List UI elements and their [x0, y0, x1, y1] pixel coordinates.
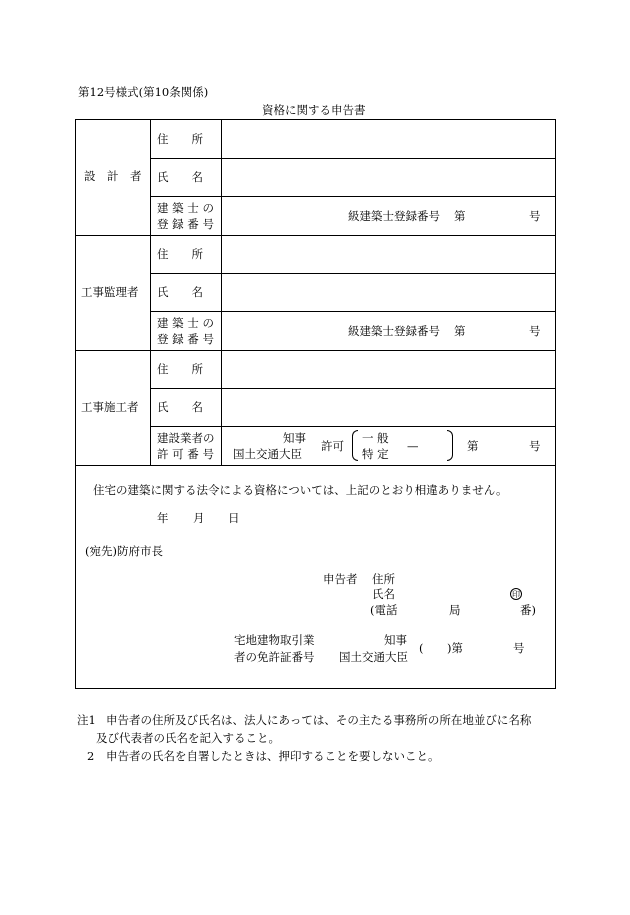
- phone-ban: 番): [520, 603, 536, 617]
- supervisor-reg-field[interactable]: [222, 312, 555, 349]
- realtor-minister: 国土交通大臣: [339, 650, 408, 664]
- contractor-permit-label-2: 許 可 番 号: [157, 447, 214, 461]
- contractor-label: 工事施工者: [81, 400, 139, 414]
- applicant-address-label: 住所: [372, 572, 395, 586]
- designer-reg-label-1: 建 築 士 の: [157, 201, 214, 215]
- note2-head: 2: [87, 749, 95, 763]
- contractor-tokutei: 特 定: [362, 447, 389, 461]
- designer-name-label: 氏 名: [157, 170, 203, 184]
- contractor-go: 号: [529, 439, 541, 453]
- note1-head: 注1: [77, 713, 96, 727]
- date-day: 日: [228, 511, 240, 525]
- contractor-permit-label-1: 建設業者の: [157, 431, 215, 445]
- applicant-name-label: 氏名: [372, 587, 395, 601]
- contractor-name-label: 氏 名: [157, 400, 203, 414]
- date-year: 年: [157, 511, 169, 525]
- supervisor-reg-dai: 第: [454, 324, 466, 338]
- separator-contractor: [75, 465, 556, 466]
- designer-name-field[interactable]: [222, 159, 555, 195]
- phone-open: (電話: [370, 603, 398, 617]
- phone-kyoku: 局: [449, 603, 461, 617]
- note1-line1: 申告者の住所及び氏名は、法人にあっては、その主たる事務所の所在地並びに名称: [106, 713, 532, 727]
- supervisor-reg-text: 級建築士登録番号: [348, 324, 440, 338]
- designer-reg-text: 級建築士登録番号: [348, 209, 440, 223]
- designer-label: 設 計 者: [84, 169, 142, 183]
- contractor-address-field[interactable]: [222, 351, 555, 387]
- contractor-dai: 第: [467, 439, 479, 453]
- designer-reg-field[interactable]: [222, 197, 555, 234]
- realtor-label-1: 宅地建物取引業: [234, 633, 315, 647]
- column-line: [150, 119, 151, 465]
- left-bracket: [352, 430, 358, 461]
- row-line: [150, 426, 556, 427]
- date-month: 月: [193, 511, 205, 525]
- realtor-paren-dai: )第: [447, 641, 463, 655]
- realtor-label-2: 者の免許証番号: [234, 650, 315, 664]
- designer-address-label: 住 所: [157, 132, 203, 146]
- designer-address-field[interactable]: [222, 120, 555, 157]
- supervisor-reg-go: 号: [529, 324, 541, 338]
- supervisor-reg-label-1: 建 築 士 の: [157, 316, 214, 330]
- supervisor-address-label: 住 所: [157, 247, 203, 261]
- designer-reg-dai: 第: [454, 209, 466, 223]
- contractor-dash: —: [407, 439, 419, 453]
- realtor-governor: 知事: [384, 633, 407, 647]
- contractor-address-label: 住 所: [157, 362, 203, 376]
- addressee: (宛先)防府市長: [85, 544, 163, 558]
- realtor-go: 号: [513, 641, 525, 655]
- supervisor-reg-label-2: 登 録 番 号: [157, 332, 214, 346]
- seal-icon: 印: [512, 590, 520, 599]
- designer-reg-label-2: 登 録 番 号: [157, 217, 214, 231]
- contractor-governor: 知事: [283, 431, 306, 445]
- contractor-name-field[interactable]: [222, 389, 555, 425]
- supervisor-name-field[interactable]: [222, 274, 555, 310]
- declaration-statement: 住宅の建築に関する法令による資格については、上記のとおり相違ありません。: [93, 483, 508, 497]
- supervisor-address-field[interactable]: [222, 236, 555, 272]
- contractor-kyoka: 許可: [321, 439, 344, 453]
- applicant-label: 申告者: [323, 572, 358, 586]
- right-bracket: [447, 430, 453, 461]
- page-title: 資格に関する申告書: [262, 103, 366, 117]
- note1-line2: 及び代表者の氏名を記入すること。: [96, 731, 280, 745]
- designer-reg-go: 号: [529, 209, 541, 223]
- supervisor-label: 工事監理者: [81, 285, 139, 299]
- contractor-ippan: 一 般: [362, 431, 389, 445]
- contractor-minister: 国土交通大臣: [233, 447, 302, 461]
- form-number: 第12号様式(第10条関係): [78, 85, 209, 99]
- note2-line1: 申告者の氏名を自署したときは、押印することを要しないこと。: [106, 749, 440, 763]
- realtor-paren-open: (: [419, 641, 424, 655]
- supervisor-name-label: 氏 名: [157, 285, 203, 299]
